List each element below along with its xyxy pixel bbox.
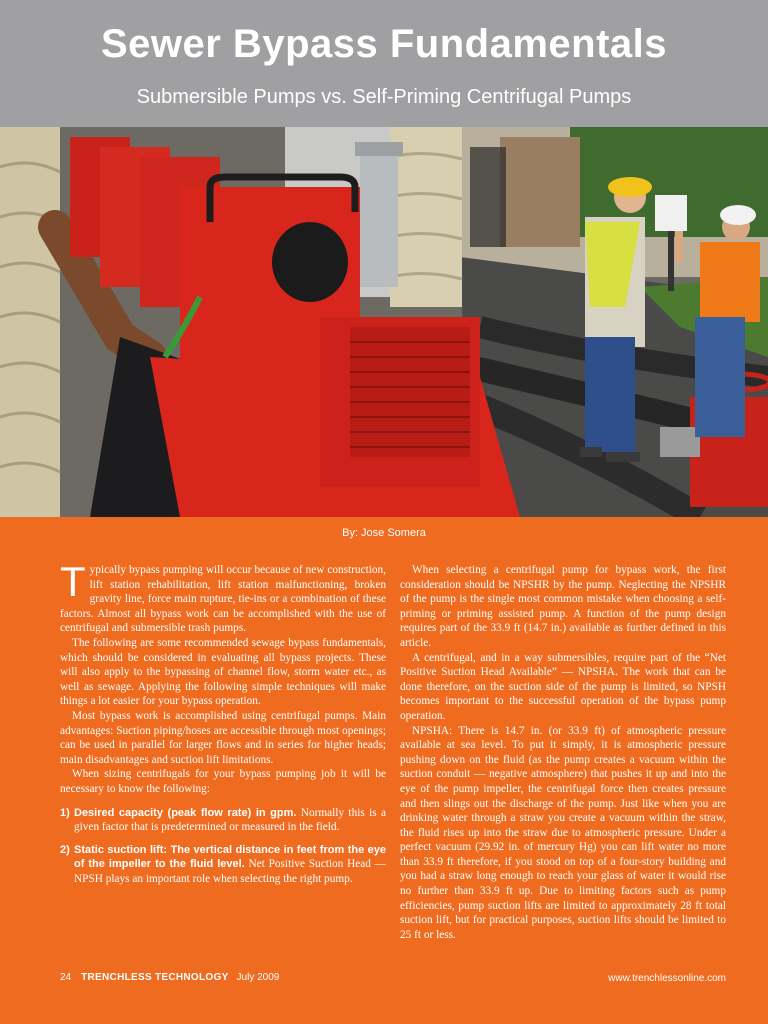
page-number: 24 (60, 972, 72, 983)
header-banner (0, 0, 768, 127)
article-column-1 (60, 558, 386, 894)
page-subtitle: Submersible Pumps vs. Self-Priming Centrifugal Pumps (136, 86, 632, 108)
list-heading: Desired capacity (peak flow rate) in gpm. (74, 806, 297, 819)
list-number: 2) (60, 843, 70, 856)
byline: By: Jose Somera (342, 527, 426, 539)
paragraph: A centrifugal, and in a way submersibles, require part of the “Net Positive Suction Head Available” — NPSHA. The work that can be done therefore, on the suction side of the pump is limited, so NPSH becomes important to the successful operation of the bypass pump operation. (400, 651, 726, 722)
list-text: Normally this is a given factor that is predetermined or measured in the field. (74, 806, 386, 834)
magazine-name: TRENCHLESS TECHNOLOGY (81, 972, 229, 983)
paragraph-text: ypically bypass pumping will occur because of new construction, lift station rehabilitation, lift station malfunctioning, broken gravity line, force main rupture, tie-ins or a combination of these factors. Almost all bypass work can be accomplished with the use of centrifugal and submersible trash pumps. (60, 564, 386, 635)
website-link[interactable]: www.trenchlessonline.com (608, 973, 726, 984)
intro-paragraph (60, 558, 386, 636)
paragraph: When sizing centrifugals for your bypass pumping job it will be necessary to know the following: (60, 768, 386, 795)
page-title: Sewer Bypass Fundamentals (100, 22, 668, 66)
list-number: 1) (60, 806, 70, 819)
list-heading: Static suction lift: The vertical distance in feet from the eye of the impeller to the fluid level. (74, 843, 386, 871)
list-text: Net Positive Suction Head — NPSH plays an important role when selecting the right pump. (74, 858, 386, 885)
list-item (60, 843, 386, 887)
issue-date: July 2009 (236, 972, 280, 983)
requirements-list (60, 806, 386, 887)
bypass-pumps-photo (0, 127, 768, 517)
paragraph: Most bypass work is accomplished using centrifugal pumps. Main advantages: Suction piping/hoses are accessible through most openings; can be used in parallel for larger flows and in series for higher heads; main disadvantages and suction lift limitations. (60, 709, 386, 766)
list-item (60, 806, 386, 835)
paragraph: The following are some recommended sewage bypass fundamentals, which should be considered in evaluating all bypass projects. These will also apply to the bypassing of channel flow, storm water etc., as well as sewage. Applying the following simple techniques will make things a lot easier for your bypass operation. (60, 636, 386, 708)
paragraph: NPSHA: There is 14.7 in. (or 33.9 ft) of atmospheric pressure available at sea level. To put it simply, it is atmospheric pressure pushing down on the fluid (as the pump creates a vacuum within the suction conduit — negative atmosphere) that pushes it up and into the eye of the pump impeller, the centrifugal force then creates pressure and then slings out the discharge of the pump. Just like when you are drinking water through a straw you create a vacuum within the straw, the fluid rises up into the straw due to atmospheric pressure. Under a perfect vacuum (29.92 in. of mercury Hg) you can lift water no more than 33.9 ft therefore, if you stood on top of a four-story building and you had a straw long enough to reach your glass of water it would rise no further than 33.9 ft up. Due to limiting factors such as pump efficiencies, pump suction lifts are limited to approximately 28 ft total suction lift, but for practical purposes, suction lifts should be limited to 25 ft or less. (400, 724, 726, 941)
paragraph: When selecting a centrifugal pump for bypass work, the first consideration should be NPSHR by the pump. Neglecting the NPSHR of the pump is the single most common mistake when choosing a self-priming or priming assisted pump. A function of the pump design requires part of the 33.9 ft (14.7 in.) available as further defined in this article. (400, 564, 726, 649)
drop-cap: T (60, 558, 86, 605)
footer-left (60, 972, 279, 983)
article-column-2 (400, 563, 726, 942)
